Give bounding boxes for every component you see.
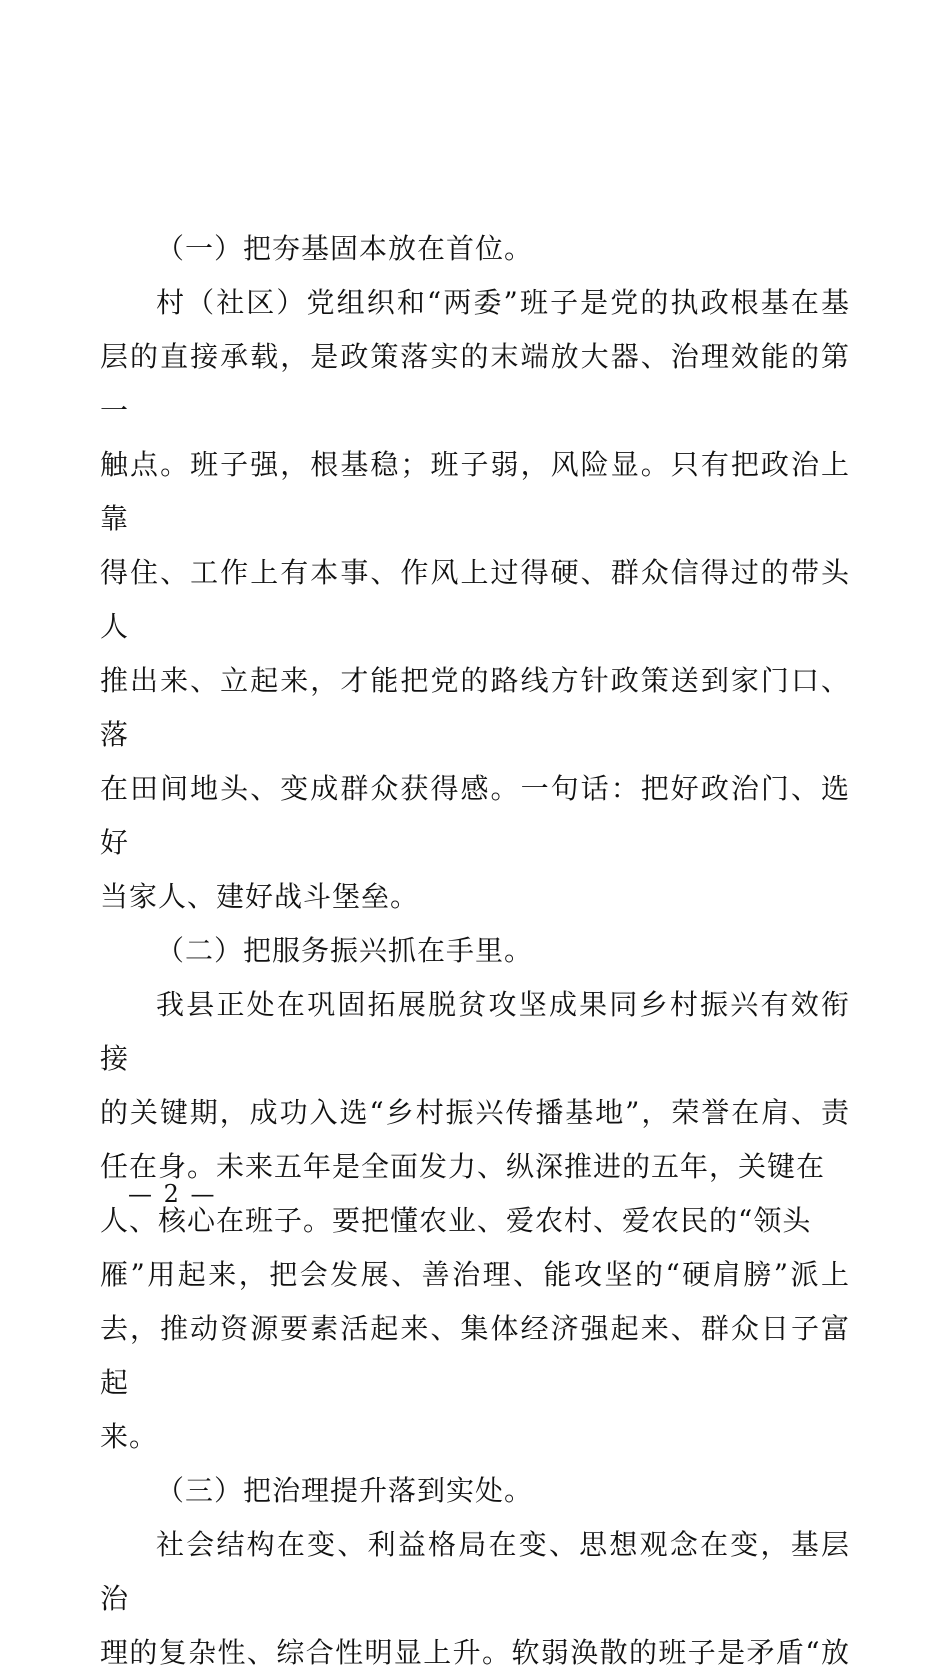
section-heading-2: （二）把服务振兴抓在手里。	[156, 934, 534, 967]
paragraph-line: 理的复杂性、综合性明显上升。软弱涣散的班子是矛盾“放	[100, 1636, 850, 1669]
paragraph-line: 人、核心在班子。要把懂农业、爱农村、爱农民的“领头	[100, 1204, 812, 1237]
paragraph-line: 推出来、立起来，才能把党的路线方针政策送到家门口、落	[100, 664, 850, 751]
paragraph-line: 村（社区）党组织和“两委”班子是党的执政根基在基	[156, 286, 850, 319]
paragraph-line: 雁”用起来，把会发展、善治理、能攻坚的“硬肩膀”派上	[100, 1258, 850, 1291]
section-paragraph-3	[100, 1518, 850, 1680]
section-paragraph-2	[100, 978, 850, 1464]
document-body	[100, 222, 850, 1680]
page-number: — 2 —	[128, 1180, 217, 1208]
section-heading-1: （一）把夯基固本放在首位。	[156, 232, 534, 265]
paragraph-line: 层的直接承载，是政策落实的末端放大器、治理效能的第一	[100, 340, 850, 427]
paragraph-line: 当家人、建好战斗堡垒。	[100, 880, 420, 913]
paragraph-line: 我县正处在巩固拓展脱贫攻坚成果同乡村振兴有效衔接	[100, 988, 850, 1075]
paragraph-line: 社会结构在变、利益格局在变、思想观念在变，基层治	[100, 1528, 850, 1615]
paragraph-line: 得住、工作上有本事、作风上过得硬、群众信得过的带头人	[100, 556, 850, 643]
paragraph-line: 来。	[100, 1420, 159, 1453]
paragraph-line: 在田间地头、变成群众获得感。一句话：把好政治门、选好	[100, 772, 850, 859]
paragraph-line: 触点。班子强，根基稳；班子弱，风险显。只有把政治上靠	[100, 448, 850, 535]
section-paragraph-1	[100, 276, 850, 924]
paragraph-line: 任在身。未来五年是全面发力、纵深推进的五年，关键在	[100, 1150, 826, 1183]
section-heading-3: （三）把治理提升落到实处。	[156, 1474, 534, 1507]
paragraph-line: 的关键期，成功入选“乡村振兴传播基地”，荣誉在肩、责	[100, 1096, 850, 1129]
paragraph-line: 去，推动资源要素活起来、集体经济强起来、群众日子富起	[100, 1312, 850, 1399]
